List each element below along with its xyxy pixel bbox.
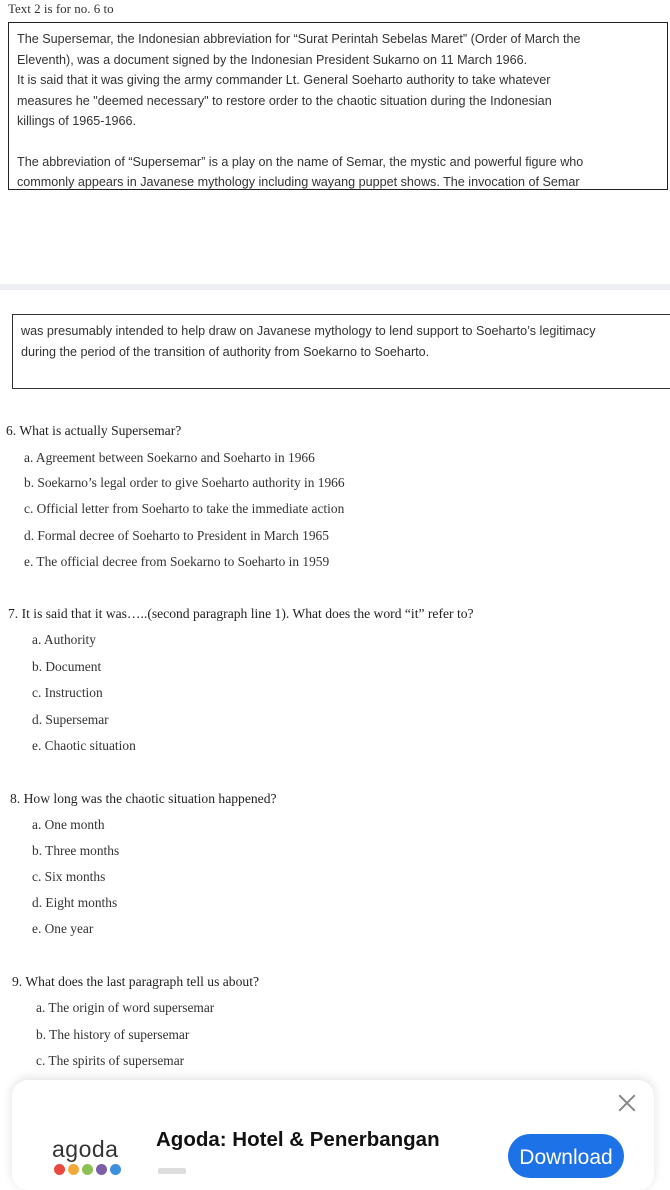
logo-dot xyxy=(82,1164,93,1175)
ad-subtitle-placeholder xyxy=(158,1168,186,1174)
close-icon[interactable] xyxy=(616,1092,638,1114)
logo-dot xyxy=(68,1164,79,1175)
option: c. Instruction xyxy=(32,685,103,700)
option: b. Soekarno’s legal order to give Soeharto authority in 1966 xyxy=(24,475,345,490)
option: c. Six months xyxy=(32,869,106,884)
logo-dot xyxy=(110,1164,121,1175)
agoda-logo: agoda xyxy=(52,1136,119,1162)
ad-title: Agoda: Hotel & Penerbangan xyxy=(156,1128,440,1151)
passage-line: measures he "deemed necessary" to restore order to the chaotic situation during the Indonesian xyxy=(17,93,552,108)
passage-line: commonly appears in Javanese mythology including wayang puppet shows. The invocation of Semar xyxy=(17,175,580,189)
option: e. The official decree from Soekarno to Soeharto in 1959 xyxy=(24,554,330,569)
option: a. One month xyxy=(32,817,105,832)
page-top xyxy=(0,0,670,285)
download-button[interactable]: Download xyxy=(508,1134,624,1178)
option: d. Supersemar xyxy=(32,712,109,727)
page-separator xyxy=(0,284,670,290)
option: e. Chaotic situation xyxy=(32,738,136,753)
logo-dot xyxy=(96,1164,107,1175)
passage-box-part2 xyxy=(12,314,670,389)
question-6: 6. What is actually Supersemar? xyxy=(6,423,182,438)
passage-line: The Supersemar, the Indonesian abbreviation for “Surat Perintah Sebelas Maret” (Order of March the xyxy=(17,32,581,46)
option: d. Eight months xyxy=(32,895,118,910)
option: a. Agreement between Soekarno and Soeharto in 1966 xyxy=(24,450,315,465)
ad-banner[interactable] xyxy=(12,1080,654,1190)
option: a. The origin of word supersemar xyxy=(36,1000,215,1015)
option: a. Authority xyxy=(32,632,96,647)
option: c. Official letter from Soeharto to take the immediate action xyxy=(24,501,345,516)
option: b. Document xyxy=(32,659,102,674)
question-8: 8. How long was the chaotic situation happened? xyxy=(10,791,277,806)
passage-line: was presumably intended to help draw on Javanese mythology to lend support to Soeharto’s legitimacy xyxy=(21,324,596,338)
option: c. The spirits of supersemar xyxy=(36,1053,185,1068)
passage-line: Eleventh), was a document signed by the Indonesian President Sukarno on 11 March 1966. xyxy=(17,52,528,67)
logo-dot xyxy=(54,1164,65,1175)
option: b. Three months xyxy=(32,843,120,858)
intro-text: Text 2 is for no. 6 to xyxy=(8,1,114,16)
passage-box-part1 xyxy=(8,22,668,190)
passage-line: killings of 1965-1966. xyxy=(17,114,137,128)
option: e. One year xyxy=(32,921,94,936)
option: d. Formal decree of Soeharto to President in March 1965 xyxy=(24,528,329,543)
question-7: 7. It is said that it was…..(second paragraph line 1). What does the word “it” refer to? xyxy=(8,606,474,621)
passage-line: during the period of the transition of authority from Soekarno to Soeharto. xyxy=(21,345,430,359)
question-9: 9. What does the last paragraph tell us about? xyxy=(12,974,260,989)
option: b. The history of supersemar xyxy=(36,1027,190,1042)
passage-line: It is said that it was giving the army commander Lt. General Soeharto authority to take whatever xyxy=(17,73,551,87)
agoda-logo-dots xyxy=(54,1164,121,1172)
passage-line: The abbreviation of “Supersemar” is a play on the name of Semar, the mystic and powerful figure who xyxy=(17,154,584,169)
